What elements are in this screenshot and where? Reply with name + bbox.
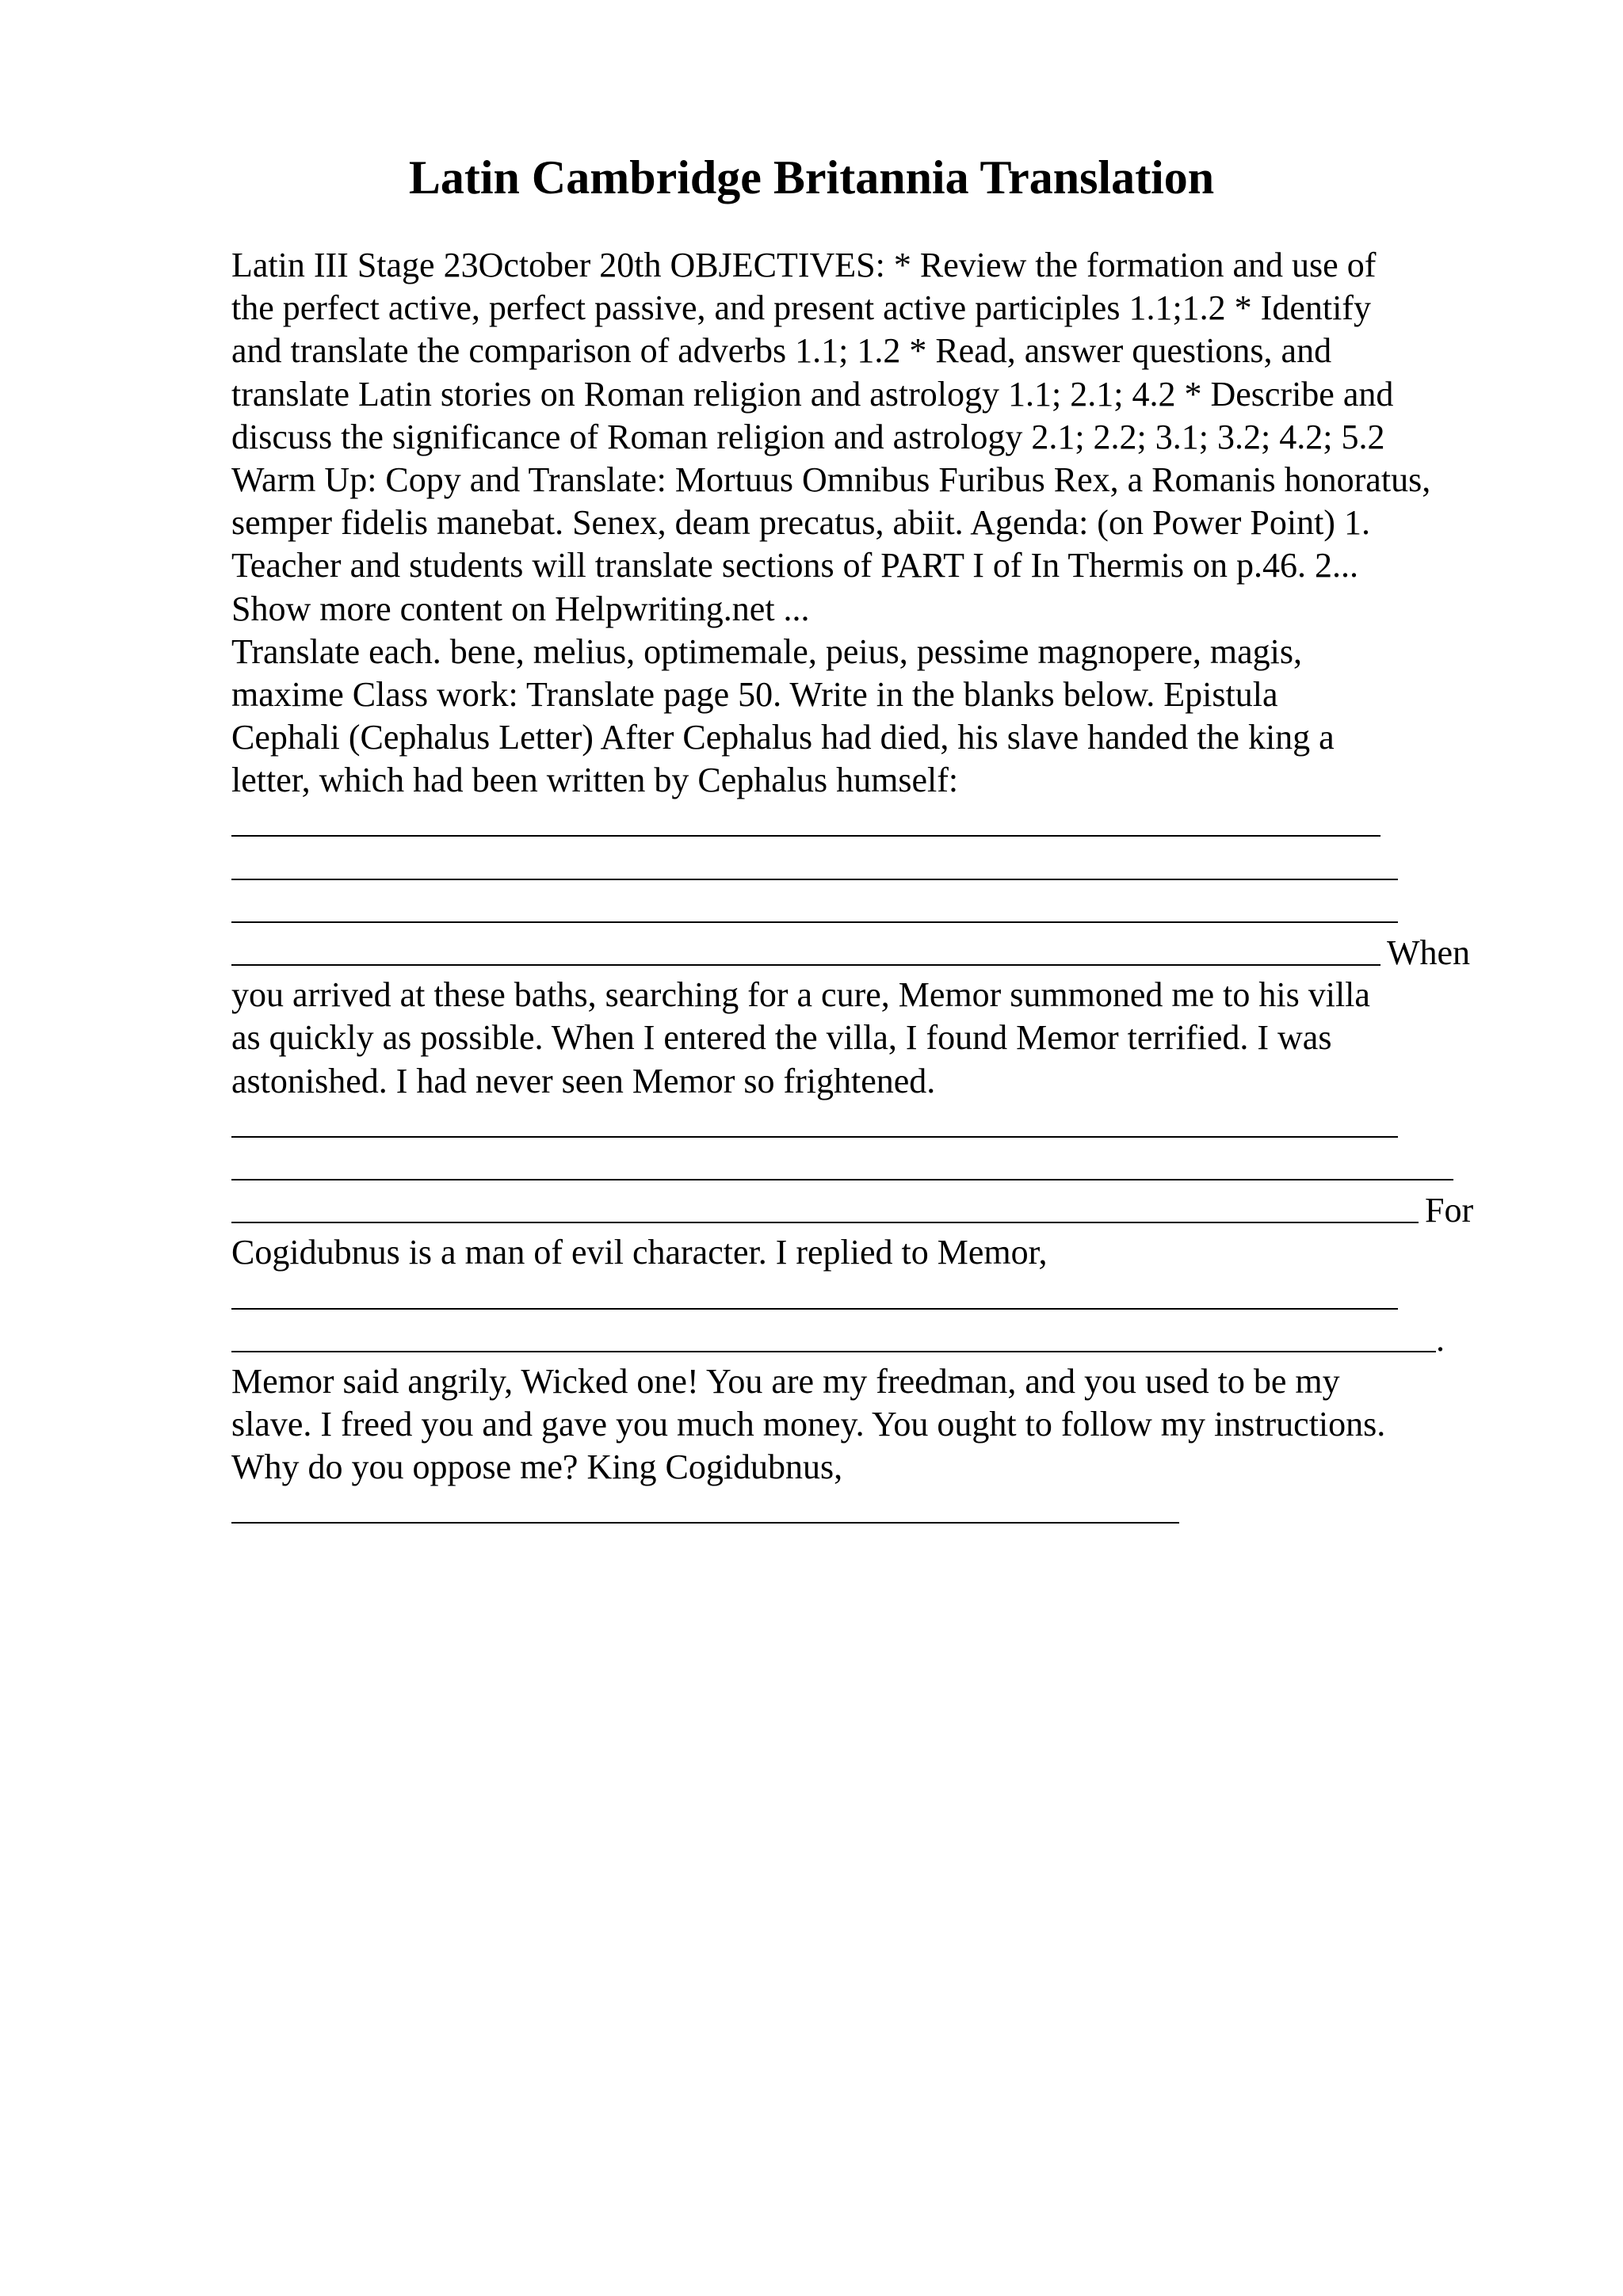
text-line: maxime Class work: Translate page 50. Write in the blanks below. Epistula (231, 674, 1278, 714)
text-line: . (1436, 1319, 1445, 1359)
blank-line-row (231, 1275, 1515, 1318)
blank-line-row (231, 1103, 1515, 1146)
text-line: Warm Up: Copy and Translate: Mortuus Omnibus Furibus Rex, a Romanis honoratus, (231, 460, 1431, 499)
document-title: Latin Cambridge Britannia Translation (408, 151, 1215, 204)
text-line: astonished. I had never seen Memor so frightened. (231, 1061, 936, 1100)
text-line: the perfect active, perfect passive, and present active participles 1.1;1.2 * Identify (231, 288, 1371, 328)
text-line: Why do you oppose me? King Cogidubnus, (231, 1447, 843, 1487)
text-line: Memor said angrily, Wicked one! You are my freedman, and you used to be my (231, 1361, 1340, 1401)
text-line: When (1387, 933, 1471, 972)
blank-line-row (231, 1489, 1515, 1531)
blank-line-row (231, 845, 1515, 888)
answer-blank[interactable] (231, 803, 1381, 837)
text-line: Cogidubnus is a man of evil character. I replied to Memor, (231, 1233, 1048, 1272)
answer-blank[interactable] (231, 1490, 1179, 1524)
blank-line-row (231, 802, 1515, 845)
text-line: Translate each. bene, melius, optimemale, peius, pessime magnopere, magis, (231, 631, 1303, 671)
answer-blank[interactable] (231, 1319, 1436, 1352)
blank-line-row (231, 931, 1515, 974)
answer-blank[interactable] (231, 933, 1381, 966)
text-line: Cephali (Cephalus Letter) After Cephalus had died, his slave handed the king a (231, 718, 1335, 757)
answer-blank[interactable] (231, 847, 1398, 880)
answer-blank[interactable] (231, 1190, 1419, 1223)
answer-blank[interactable] (231, 890, 1398, 923)
blank-line-row (231, 1318, 1515, 1360)
text-line: translate Latin stories on Roman religion and astrology 1.1; 2.1; 4.2 * Describe and (231, 374, 1394, 414)
document-body (231, 244, 1515, 1532)
text-line: discuss the significance of Roman religion and astrology 2.1; 2.2; 3.1; 3.2; 4.2; 5.2 (231, 417, 1385, 456)
text-line: semper fidelis manebat. Senex, deam precatus, abiit. Agenda: (on Power Point) 1. (231, 503, 1370, 543)
text-line: as quickly as possible. When I entered the villa, I found Memor terrified. I was (231, 1018, 1332, 1058)
blank-line-row (231, 1188, 1515, 1231)
answer-blank[interactable] (231, 1104, 1398, 1138)
text-line: For (1425, 1191, 1474, 1230)
text-line: letter, which had been written by Cephalus humself: (231, 761, 959, 800)
text-line: Latin III Stage 23October 20th OBJECTIVES: * Review the formation and use of (231, 246, 1377, 284)
blank-line-row (231, 1146, 1515, 1188)
blank-line-row (231, 888, 1515, 931)
answer-blank[interactable] (231, 1276, 1398, 1310)
text-line: and translate the comparison of adverbs 1.1; 1.2 * Read, answer questions, and (231, 331, 1332, 371)
answer-blank[interactable] (231, 1147, 1453, 1180)
text-line: Show more content on Helpwriting.net ... (231, 589, 810, 628)
text-line: Teacher and students will translate sections of PART I of In Thermis on p.46. 2... (231, 546, 1359, 585)
text-line: slave. I freed you and gave you much money. You ought to follow my instructions. (231, 1405, 1386, 1444)
text-line: you arrived at these baths, searching for a cure, Memor summoned me to his villa (231, 975, 1370, 1015)
